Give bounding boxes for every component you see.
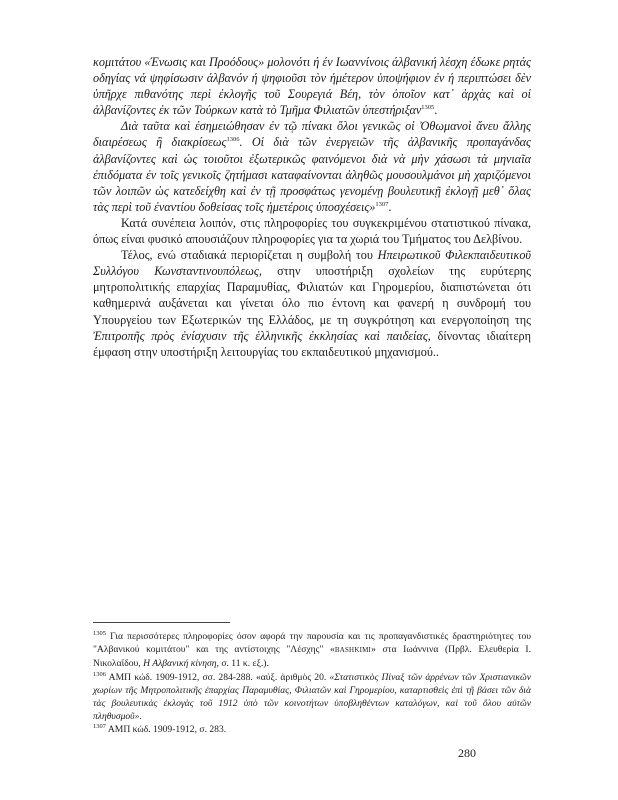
text-span: ΑΜΠ κώδ. 1909-1912, σ. 283. — [106, 724, 227, 736]
footnote-number: 1307 — [93, 723, 106, 731]
text-span: » στα Ιωάννινα (Πρβλ. Ελευθερία Ι. Νικολαΐδου, — [93, 644, 531, 670]
quoted-text: κομιτάτου «Ένωσις και Προόδους» μολονότι ή έν Ιωαννίνοις άλβανική λέσχη έδωκε ρητάς οδηγίας νά ψηφίσωσιν άλβανόν ή ψηφιοῦσι τὸν ἡμέτερον ὑποψήφιον ἐν ἡ περιπτώσει δὲν ὑπῆρχε πιθανότης περὶ ἐκλογῆς τοῦ Σουρεγιά Βέη, τὸν ὁποῖον κατ᾽ ἀρχὰς καὶ οἱ ἀλβανίζοντες ἐκ τῶν Τούρκων κατὰ τὸ Τμῆμα Φιλιατῶν ὑπεστήριξαν — [93, 55, 531, 118]
punctuation: . — [388, 199, 392, 214]
main-text — [93, 54, 531, 360]
small-caps-text: BASHKIMI — [334, 646, 372, 655]
footnote-ref-1307[interactable]: 1307 — [375, 200, 389, 208]
footnote-1306 — [93, 671, 531, 724]
text-span: Τέλος, ενώ σταδιακά περιορίζεται η συμβολή του — [121, 248, 378, 263]
footnote-separator — [93, 622, 230, 623]
paragraph-4 — [93, 247, 531, 360]
quoted-text: . Οἱ διὰ τῶν ἐνεργειῶν τῆς ἀλβανικῆς προπαγάνδας ἀλβανίζοντες καὶ ὡς τοιοῦτοι ἐξωτερικῶς φαινόμενοι διὰ νὰ μὴν χάσωσι τὰ μηνιαῖα ἐπιδόματα ἐν τοῖς γενικοῖς ζητήμασι καταφαίνονται ἀληθῶς μουσουλμάνοι μὴ χαριζόμενοι τῶν λοιπῶν ὡς κατεδείχθη καὶ ἐν τῇ προσφάτως γενομένῃ βουλευτικῇ ἐκλογῇ μεθ᾽ ὅλας τὰς περὶ τοῦ ἐναντίου δοθείσας τοῖς ἡμετέροις ὑποσχέσεις» — [93, 135, 531, 214]
text-span: ΑΜΠ κώδ. 1909-1912, σσ. 284-288. «αὐξ. ἀριθμὸς 20. — [106, 671, 330, 683]
footnote-ref-1305[interactable]: 1305 — [421, 104, 435, 112]
italic-title: Ἐπιτροπῆς πρὸς ἐνίσχυσιν τῆς ἑλληνικῆς ἐκκλησίας καὶ παιδείας, — [93, 328, 431, 343]
footnote-1307 — [93, 723, 531, 736]
text-span: στην υποστήριξη σχολείων της ευρύτερης μητροπολιτικής επαρχίας Παραμυθίας, Φιλιατών και Γηρομερίου, διαπιστώνεται ότι καθημερινά αυξάνεται και γίνεται όλο πιο έντονη και φανερή η συνδρομή του Υπουργείου των Εξωτερικών της Ελλάδος, με τη συγκρότηση και ενεργοποίηση της — [93, 264, 531, 327]
text-span: , σ. 11 κ. εξ.). — [216, 658, 269, 670]
text-span: . — [139, 711, 142, 723]
footnote-ref-1306[interactable]: 1306 — [226, 136, 240, 144]
punctuation: . — [434, 103, 438, 118]
footnote-1305 — [93, 630, 531, 671]
italic-title: «Στατιστικὸς Πίναξ τῶν ἀρρένων τῶν Χριστιανικῶν χωρίων τῆς Μητροπολιτικῆς ἐπαρχίας Παραμυθίας, Φιλιατῶν καὶ Γηρομερίου, καταρτισθεὶς ἐπὶ τῇ βάσει τῶν διὰ τὰς βουλευτικὰς ἐκλογὰς τοῦ 1912 ὑπὸ τῶν κοινοτήτων ὑποβληθέντων καταλόγων, καὶ τοῦ ὅλου αὐτῶν πληθυσμοῦ» — [93, 671, 532, 723]
paragraph-3: Κατά συνέπεια λοιπόν, στις πληροφορίες του συγκεκριμένου στατιστικού πίνακα, όπως είναι φυσικό απουσιάζουν πληροφορίες για τα χωριά του Τμήματος του Δελβίνου. — [93, 215, 531, 247]
text-span: Για περισσότερες πληροφορίες όσον αφορά την παρουσία και τις προπαγανδιστικές δραστηριότητες του "Αλβανικού κομιτάτου" και της αντίστοιχης "Λέσχης" « — [93, 631, 531, 656]
italic-title: Η Αλβανική κίνηση — [143, 658, 217, 670]
paragraph-1 — [93, 54, 531, 118]
paragraph-2 — [93, 118, 531, 215]
footnote-number: 1305 — [93, 629, 106, 637]
italic-title: Ηπειρωτικοῦ Φιλεκπαιδευτικοῦ Συλλόγου Κωνσταντινουπόλεως, — [93, 248, 532, 279]
page-number: 280 — [458, 746, 476, 760]
quoted-text: Διὰ ταῦτα καὶ ἐσημειώθησαν ἐν τῷ πίνακι ὅλοι γενικῶς οἱ Ὀθωμανοὶ ἄνευ ἄλλης διαιρέσεως ἢ διακρίσεως — [93, 119, 531, 150]
footnotes — [93, 630, 531, 737]
footnote-number: 1306 — [93, 670, 106, 678]
text-span: δίνοντας ιδιαίτερη έμφαση στην υποστήριξη λειτουργίας του εκπαιδευτικού μηχανισμού.. — [93, 328, 531, 359]
